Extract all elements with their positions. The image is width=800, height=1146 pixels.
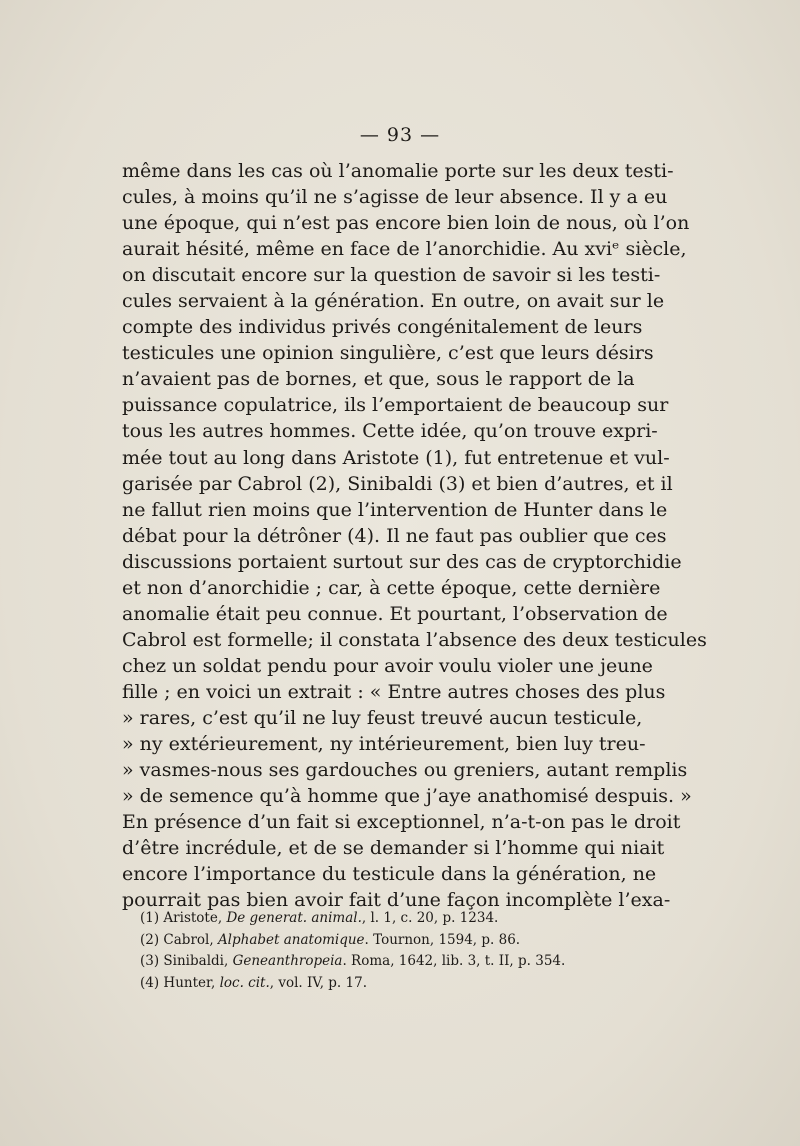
footnote-details: , vol. IV, p. 17. — [269, 974, 367, 991]
text-line: tous les autres hommes. Cette idée, qu’on trouve expri- — [122, 420, 658, 443]
footnote-number: (4) — [140, 974, 160, 991]
footnote-details: , l. 1, c. 20, p. 1234. — [361, 910, 499, 926]
text-line: compte des individus privés congénitalement de leurs — [122, 316, 643, 339]
text-line: » ny extérieurement, ny intérieurement, bien luy treu- — [122, 733, 646, 756]
text-line: encore l’importance du testicule dans la génération, ne — [122, 863, 657, 886]
page-number: — 93 — — [359, 124, 441, 146]
footnote — [140, 930, 580, 952]
text-line: testicules une opinion singulière, c’est que leurs désirs — [122, 342, 654, 365]
text-line: fille ; en voici un extrait : « Entre autres choses des plus — [122, 680, 666, 703]
text-line: anomalie était peu connue. Et pourtant, l’observation de — [122, 602, 668, 625]
text-line: n’avaient pas de bornes, et que, sous le rapport de la — [122, 368, 635, 391]
text-line: En présence d’un fait si exceptionnel, n’a-t-on pas le droit — [122, 811, 681, 834]
text-line: cules, à moins qu’il ne s’agisse de leur absence. Il y a eu — [122, 186, 668, 209]
text-line: Cabrol est formelle; il constata l’absence des deux testicules — [122, 628, 707, 651]
text-line: » vasmes-nous ses gardouches ou greniers, autant remplis — [122, 759, 688, 782]
footnote-title: De generat. animal. — [226, 910, 362, 926]
text-line: aurait hésité, même en face de l’anorchidie. Au xviᵉ siècle, — [122, 238, 687, 261]
footnote-details: . Roma, 1642, lib. 3, t. II, p. 354. — [342, 953, 566, 969]
text-line: même dans les cas où l’anomalie porte sur les deux testi- — [122, 160, 674, 182]
text-line: puissance copulatrice, ils l’emportaient de beaucoup sur — [122, 394, 669, 417]
text-line: débat pour la détrôner (4). Il ne faut pas oublier que ces — [122, 524, 667, 547]
footnote — [140, 973, 580, 995]
text-line: chez un soldat pendu pour avoir voulu violer une jeune — [122, 654, 653, 677]
footnote-author: Cabrol, — [163, 931, 214, 948]
footnote-title: Alphabet anatomique — [217, 931, 365, 948]
footnote-number: (1) — [140, 910, 160, 926]
text-line: et non d’anorchidie ; car, à cette époque, cette dernière — [122, 576, 661, 599]
footnote-author: Aristote, — [163, 910, 223, 926]
footnote — [140, 951, 580, 973]
footnote-author: Sinibaldi, — [163, 953, 229, 969]
footnote — [140, 908, 580, 930]
text-line: pourrait pas bien avoir fait d’une façon incomplète l’exa- — [122, 889, 671, 912]
text-line: une époque, qui n’est pas encore bien loin de nous, où l’on — [122, 212, 690, 235]
text-line: cules servaient à la génération. En outre, on avait sur le — [122, 290, 665, 313]
footnote-number: (2) — [140, 931, 160, 948]
footnote-title: loc. cit. — [219, 974, 270, 991]
footnote-author: Hunter, — [163, 974, 216, 991]
text-line: ne fallut rien moins que l’intervention de Hunter dans le — [122, 498, 668, 521]
body-text — [122, 158, 707, 913]
text-line: » rares, c’est qu’il ne luy feust treuvé aucun testicule, — [122, 706, 643, 729]
text-line: mée tout au long dans Aristote (1), fut entretenue et vul- — [122, 446, 670, 469]
text-line: discussions portaient surtout sur des cas de cryptorchidie — [122, 550, 682, 573]
footnote-number: (3) — [140, 953, 160, 969]
text-line: garisée par Cabrol (2), Sinibaldi (3) et bien d’autres, et il — [122, 472, 673, 495]
footnote-details: . Tournon, 1594, p. 86. — [364, 931, 521, 948]
footnote-title: Geneanthropeia — [232, 953, 343, 969]
text-line: d’être incrédule, et de se demander si l’homme qui niait — [122, 837, 665, 860]
footnotes — [140, 908, 580, 994]
text-line: on discutait encore sur la question de savoir si les testi- — [122, 264, 661, 287]
text-line: » de semence qu’à homme que j’aye anathomisé despuis. » — [122, 785, 692, 808]
